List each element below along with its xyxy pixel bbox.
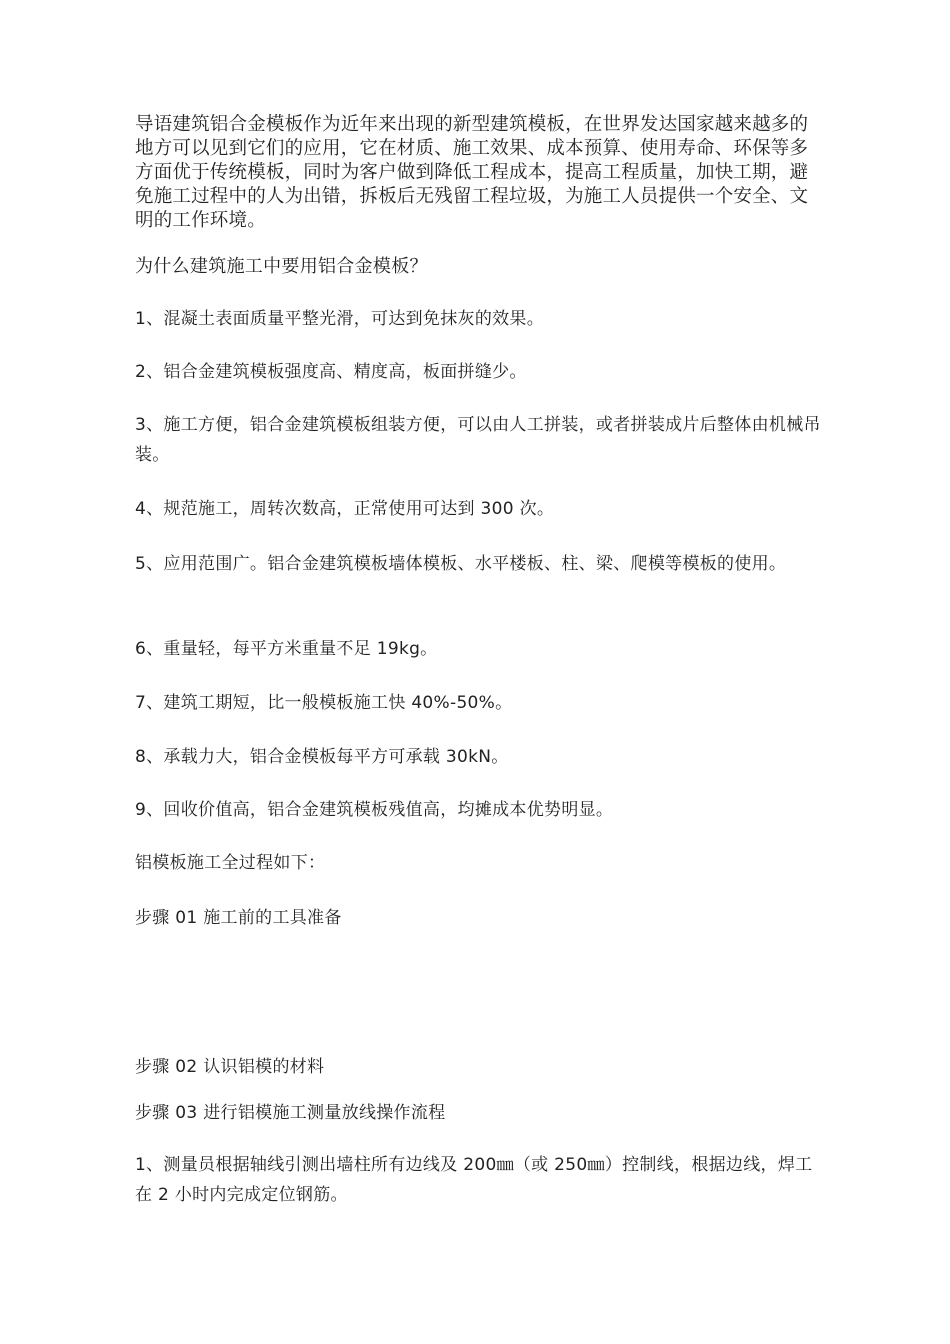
step-2: 步骤 02 认识铝模的材料 [135,1057,325,1077]
point-6: 6、重量轻，每平方米重量不足 19kg。 [135,639,438,659]
step-3: 步骤 03 进行铝模施工测量放线操作流程 [135,1103,446,1123]
point-1: 1、混凝土表面质量平整光滑，可达到免抹灰的效果。 [135,309,545,329]
point-5: 5、应用范围广。铝合金建筑模板墙体模板、水平楼板、柱、梁、爬模等模板的使用。 [135,554,787,574]
process-heading: 铝模板施工全过程如下： [135,853,326,873]
question-heading: 为什么建筑施工中要用铝合金模板？ [135,256,428,277]
point-9: 9、回收价值高，铝合金建筑模板残值高，均摊成本优势明显。 [135,800,614,820]
point-2: 2、铝合金建筑模板强度高、精度高，板面拼缝少。 [135,362,527,382]
point-4: 4、规范施工，周转次数高，正常使用可达到 300 次。 [135,499,555,519]
point-8: 8、承载力大，铝合金模板每平方可承载 30kN。 [135,747,509,767]
step-1: 步骤 01 施工前的工具准备 [135,908,342,928]
point-3: 3、施工方便，铝合金建筑模板组装方便，可以由人工拼装，或者拼装成片后整体由机械吊装。 [135,415,821,465]
point-7: 7、建筑工期短，比一般模板施工快 40%-50%。 [135,693,513,713]
step-3-item-1: 1、测量员根据轴线引测出墙柱所有边线及 200㎜（或 250㎜）控制线，根据边线，焊工在 2 小时内完成定位钢筋。 [135,1155,813,1205]
intro-paragraph: 导语建筑铝合金模板作为近年来出现的新型建筑模板，在世界发达国家越来越多的地方可以见到它们的应用，它在材质、施工效果、成本预算、使用寿命、环保等多方面优于传统模板，同时为客户做到降低工程成本，提高工程质量，加快工期，避免施工过程中的人为出错，拆板后无残留工程垃圾，为施工人员提供一个安全、文明的工作环境。 [135,114,809,231]
